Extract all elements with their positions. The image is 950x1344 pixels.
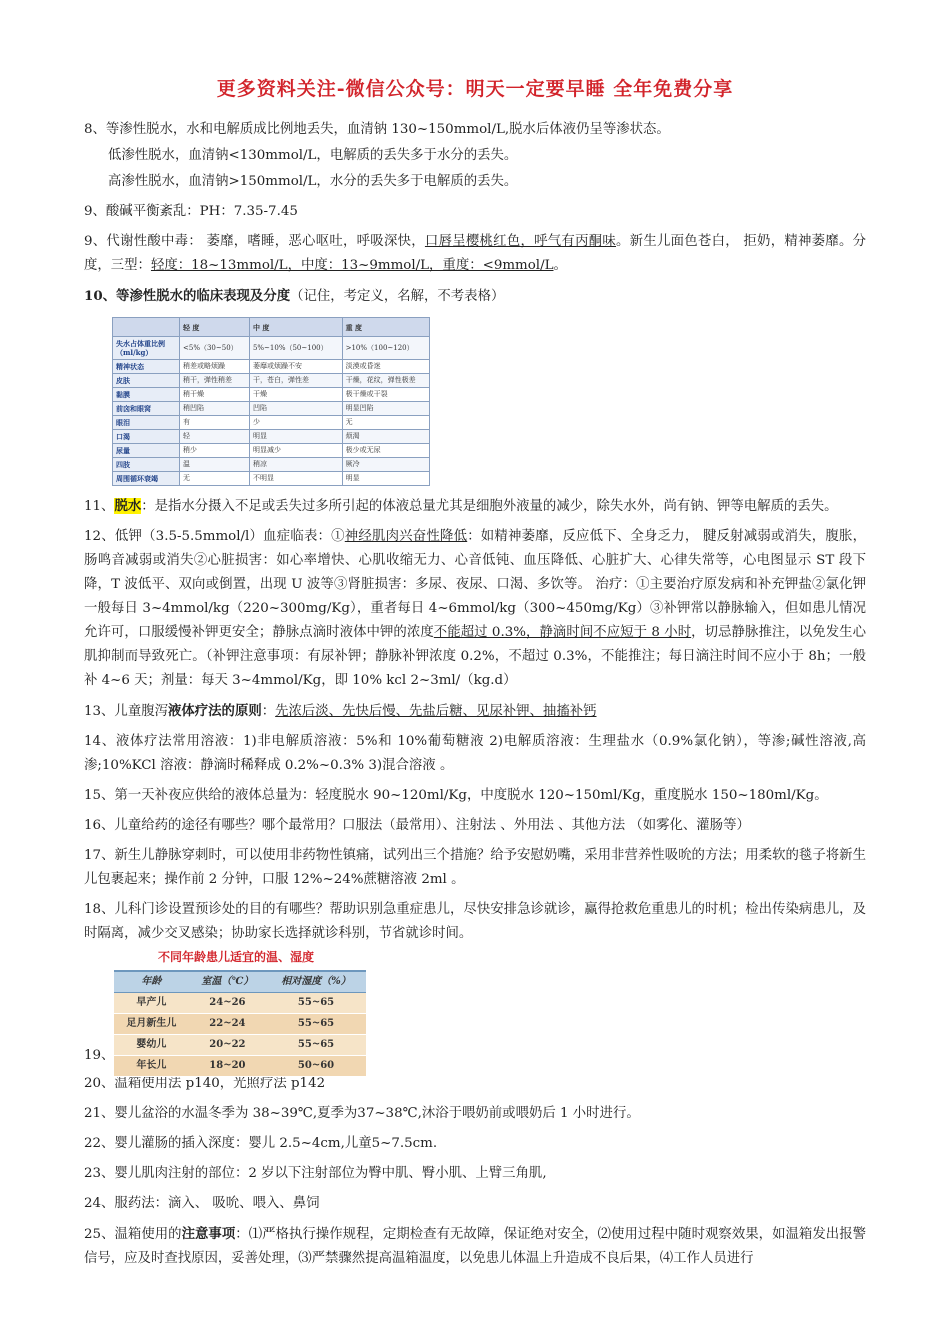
dehydration-table bbox=[112, 317, 430, 486]
text: ，切忌静脉推注，以免发生心肌抑制而导致死亡。（补钾注意事项：有尿补钾；静脉补钾浓度 0.2%，不超过 0.3%，不能推注；每日滴注时间不应小于 8h；一般补 4~6 天；剂量：每天 3~4mmol/Kg，即 10% kcl 2~3ml/（kg.d） bbox=[84, 625, 867, 688]
para-12 bbox=[84, 525, 866, 693]
row-label-cell: 足月新生儿 bbox=[114, 1014, 189, 1035]
table-row bbox=[114, 993, 366, 1014]
table-row bbox=[113, 458, 430, 472]
table-row bbox=[113, 430, 430, 444]
table-cell: 稍凹陷 bbox=[180, 402, 250, 416]
underlined-text: 口唇呈樱桃红色，呼气有丙酮味 bbox=[424, 234, 617, 249]
table-cell: 稍干燥 bbox=[180, 388, 250, 402]
highlighted-term: 脱水 bbox=[114, 498, 142, 514]
table-header-cell bbox=[113, 318, 180, 337]
table-header-cell: 轻 度 bbox=[180, 318, 250, 337]
text: ：是指水分摄入不足或丢失过多所引起的体液总量尤其是细胞外液量的减少，除失水外，尚有钠、钾等电解质的丢失。 bbox=[141, 499, 838, 514]
table-cell: 干，苍白，弹性差 bbox=[249, 374, 342, 388]
para-number: 10、 bbox=[84, 288, 117, 304]
row-label-cell: 口渴 bbox=[113, 430, 180, 444]
table-cell: 轻 bbox=[180, 430, 250, 444]
underlined-text: 不能超过 0.3%，静滴时间不应短于 8 小时 bbox=[433, 625, 692, 640]
text: ： bbox=[261, 704, 276, 719]
text: 。新生儿面色苍白， 拒奶，精神萎靡。分度，三型： bbox=[84, 234, 866, 273]
table-cell: 干燥，花纹，弹性极差 bbox=[342, 374, 429, 388]
table-cell: 有 bbox=[180, 416, 250, 430]
text: （记住，考定义，名解，不考表格） bbox=[290, 289, 505, 304]
row-label-cell: 精神状态 bbox=[113, 360, 180, 374]
temperature-grid bbox=[114, 970, 366, 1077]
para-11 bbox=[84, 494, 866, 519]
text: ：⑴严格执行操作规程，定期检查有无故障，保证绝对安全，⑵使用过程中随时观察效果，如温箱发出报警信号，应及时查找原因，妥善处理，⑶严禁骤然提高温箱温度，以免患儿体温上升造成不良后果，⑷工作人员进行 bbox=[84, 1227, 866, 1266]
table-cell: 55~65 bbox=[266, 993, 366, 1014]
row-label-cell: 前囟和眼窝 bbox=[113, 402, 180, 416]
table-cell: 厥冷 bbox=[342, 458, 429, 472]
table-row bbox=[113, 360, 430, 374]
para-25 bbox=[84, 1222, 866, 1271]
bold-text: 注意事项 bbox=[181, 1226, 236, 1242]
row-label-cell: 年长儿 bbox=[114, 1056, 189, 1077]
bold-heading: 等渗性脱水的临床表现及分度 bbox=[116, 288, 291, 304]
para-number: 11、 bbox=[84, 499, 115, 514]
text: 13、儿童腹泻 bbox=[84, 704, 168, 719]
underlined-text: 神经肌肉兴奋性降低 bbox=[344, 529, 468, 544]
para-15: 15、第一天补夜应供给的液体总量为：轻度脱水 90~120ml/Kg，中度脱水 120~150ml/Kg，重度脱水 150~180ml/Kg。 bbox=[84, 788, 828, 803]
text: 12、低钾（3.5-5.5mmol/l）血症临表：① bbox=[84, 529, 345, 544]
table-row bbox=[114, 1056, 366, 1077]
header-banner: 更多资料关注-微信公众号：明天一定要早睡 全年免费分享 bbox=[216, 78, 734, 100]
table-cell: 5%~10%（50~100） bbox=[249, 337, 342, 360]
row-label-cell: 周围循环衰竭 bbox=[113, 472, 180, 486]
para-20: 20、温箱使用法 p140，光照疗法 p142 bbox=[84, 1076, 326, 1091]
table-row bbox=[114, 1035, 366, 1056]
table-row bbox=[113, 402, 430, 416]
row-label-cell: 眼泪 bbox=[113, 416, 180, 430]
row-label-cell: 尿量 bbox=[113, 444, 180, 458]
table-header-row bbox=[114, 971, 366, 993]
table-row bbox=[113, 388, 430, 402]
table-cell: 稍干，弹性稍差 bbox=[180, 374, 250, 388]
table-row bbox=[113, 374, 430, 388]
table-header-cell: 中 度 bbox=[249, 318, 342, 337]
underlined-text: 先浓后淡、先快后慢、先盐后糖、见尿补钾、抽搐补钙 bbox=[275, 704, 597, 719]
table-header-cell: 室温（℃） bbox=[189, 971, 266, 993]
table-title: 不同年龄患儿适宜的温、湿度 bbox=[158, 950, 315, 964]
para-13 bbox=[84, 699, 866, 724]
table-cell: 22~24 bbox=[189, 1014, 266, 1035]
underlined-text: 轻度：18~13mmol/L，中度：13~9mmol/L，重度：<9mmol/L bbox=[150, 258, 554, 273]
dehydration-grid bbox=[112, 317, 430, 486]
table-cell: 18~20 bbox=[189, 1056, 266, 1077]
table-cell: 稍少 bbox=[180, 444, 250, 458]
row-label-cell: 失水占体重比例（ml/kg） bbox=[113, 337, 180, 360]
para-16: 16、儿童给药的途径有哪些？哪个最常用？口服法（最常用）、注射法 、外用法 、其他方法 （如雾化、灌肠等） bbox=[84, 818, 750, 833]
table-cell: 20~22 bbox=[189, 1035, 266, 1056]
text: 。 bbox=[553, 258, 567, 273]
table-cell: 55~65 bbox=[266, 1014, 366, 1035]
text: 9、代谢性酸中毒： 萎靡，嗜睡，恶心呕吐，呼吸深快， bbox=[84, 234, 425, 249]
para-22: 22、婴儿灌肠的插入深度：婴儿 2.5~4cm,儿童5~7.5cm. bbox=[84, 1136, 438, 1151]
table-cell: 极少或无尿 bbox=[342, 444, 429, 458]
para-9-acidosis bbox=[84, 230, 866, 278]
table-cell: 55~65 bbox=[266, 1035, 366, 1056]
bold-text: 液体疗法的原则 bbox=[168, 703, 262, 719]
table-header-cell: 相对湿度（%） bbox=[266, 971, 366, 993]
table-cell: 稍凉 bbox=[249, 458, 342, 472]
table-row bbox=[113, 444, 430, 458]
table-cell: 少 bbox=[249, 416, 342, 430]
table-cell: <5%（30~50） bbox=[180, 337, 250, 360]
table-cell: 烦渴 bbox=[342, 430, 429, 444]
para-23: 23、婴儿肌肉注射的部位：2 岁以下注射部位为臀中肌、臀小肌、上臂三角肌, bbox=[84, 1166, 547, 1181]
row-label-cell: 婴幼儿 bbox=[114, 1035, 189, 1056]
para-17: 17、新生儿静脉穿刺时，可以使用非药物性镇痛，试列出三个措施？给予安慰奶嘴，采用非营养性吸吮的方法；用柔软的毯子将新生儿包裹起来；操作前 2 分钟，口服 12%~24%蔗糖溶液 2ml 。 bbox=[84, 848, 866, 887]
para-number: 19、 bbox=[84, 1048, 115, 1063]
text: 25、温箱使用的 bbox=[84, 1227, 182, 1242]
table-cell: >10%（100~120） bbox=[342, 337, 429, 360]
para-8-hypertonic: 高渗性脱水，血清钠>150mmol/L，水分的丢失多于电解质的丢失。 bbox=[108, 174, 518, 189]
table-row bbox=[113, 337, 430, 360]
row-label-cell: 四肢 bbox=[113, 458, 180, 472]
table-cell: 明显凹陷 bbox=[342, 402, 429, 416]
para-14: 14、液体疗法常用溶液：1)非电解质溶液：5%和 10%葡萄糖液 2)电解质溶液：生理盐水（0.9%氯化钠），等渗;碱性溶液,高渗;10%KCl 溶液：静滴时稀释成 0.2%~0.3% 3)混合溶液 。 bbox=[84, 734, 866, 773]
table-cell: 明显减少 bbox=[249, 444, 342, 458]
document-body bbox=[84, 118, 866, 1273]
table-row bbox=[114, 1014, 366, 1035]
table-cell: 干燥 bbox=[249, 388, 342, 402]
table-cell: 温 bbox=[180, 458, 250, 472]
table-cell: 50~60 bbox=[266, 1056, 366, 1077]
table-cell: 稍差或略烦躁 bbox=[180, 360, 250, 374]
table-row bbox=[113, 472, 430, 486]
temperature-humidity-table bbox=[114, 948, 366, 1077]
para-8: 8、等渗性脱水，水和电解质成比例地丢失，血清钠 130~150mmol/L,脱水后体液仍呈等渗状态。 bbox=[84, 122, 670, 137]
row-label-cell: 黏膜 bbox=[113, 388, 180, 402]
para-9-ph: 9、酸碱平衡紊乱：PH：7.35-7.45 bbox=[84, 204, 298, 219]
table-cell: 淡漠或昏迷 bbox=[342, 360, 429, 374]
para-24: 24、服药法：滴入、 吸吮、喂入、鼻饲 bbox=[84, 1196, 320, 1211]
row-label-cell: 早产儿 bbox=[114, 993, 189, 1014]
table-header-row bbox=[113, 318, 430, 337]
table-cell: 极干燥或干裂 bbox=[342, 388, 429, 402]
table-header-cell: 重 度 bbox=[342, 318, 429, 337]
para-10 bbox=[84, 284, 866, 309]
para-21: 21、婴儿盆浴的水温冬季为 38~39℃,夏季为37~38℃,沐浴于喂奶前或喂奶后 1 小时进行。 bbox=[84, 1106, 640, 1121]
table-cell: 无 bbox=[180, 472, 250, 486]
table-cell: 无 bbox=[342, 416, 429, 430]
row-label-cell: 皮肤 bbox=[113, 374, 180, 388]
table-row bbox=[113, 416, 430, 430]
table-cell: 萎靡或烦躁不安 bbox=[249, 360, 342, 374]
table-cell: 明显 bbox=[249, 430, 342, 444]
para-19 bbox=[84, 948, 866, 1071]
table-cell: 凹陷 bbox=[249, 402, 342, 416]
table-cell: 不明显 bbox=[249, 472, 342, 486]
table-cell: 24~26 bbox=[189, 993, 266, 1014]
table-cell: 明显 bbox=[342, 472, 429, 486]
para-18: 18、儿科门诊设置预诊处的目的有哪些？帮助识别急重症患儿，尽快安排急诊就诊，赢得抢救危重患儿的时机；检出传染病患儿，及时隔离，减少交叉感染；协助家长选择就诊科别，节省就诊时间。 bbox=[84, 902, 866, 941]
text: ：如精神萎靡，反应低下、全身乏力， 腱反射减弱或消失，腹胀，肠鸣音减弱或消失②心脏损害：如心率增快、心肌收缩无力、心音低钝、血压降低、心脏扩大、心律失常等，心电图显示 ST 段下降，T 波低平、双向或倒置，出现 U 波等③肾脏损害：多尿、夜尿、口渴、多饮等。 治疗：①主要治疗原发病和补充钾盐②氯化钾一般每日 3~4mmol/kg（220~300mg/Kg），重者每日 4~6mmol/kg（300~450mg/Kg）③补钾常以静脉输入，但如患儿情况允许可，口服缓慢补钾更安全；静脉点滴时液体中钾的浓度 bbox=[84, 529, 866, 640]
table-header-cell: 年龄 bbox=[114, 971, 189, 993]
para-8-hypotonic: 低渗性脱水，血清钠<130mmol/L，电解质的丢失多于水分的丢失。 bbox=[108, 148, 518, 163]
